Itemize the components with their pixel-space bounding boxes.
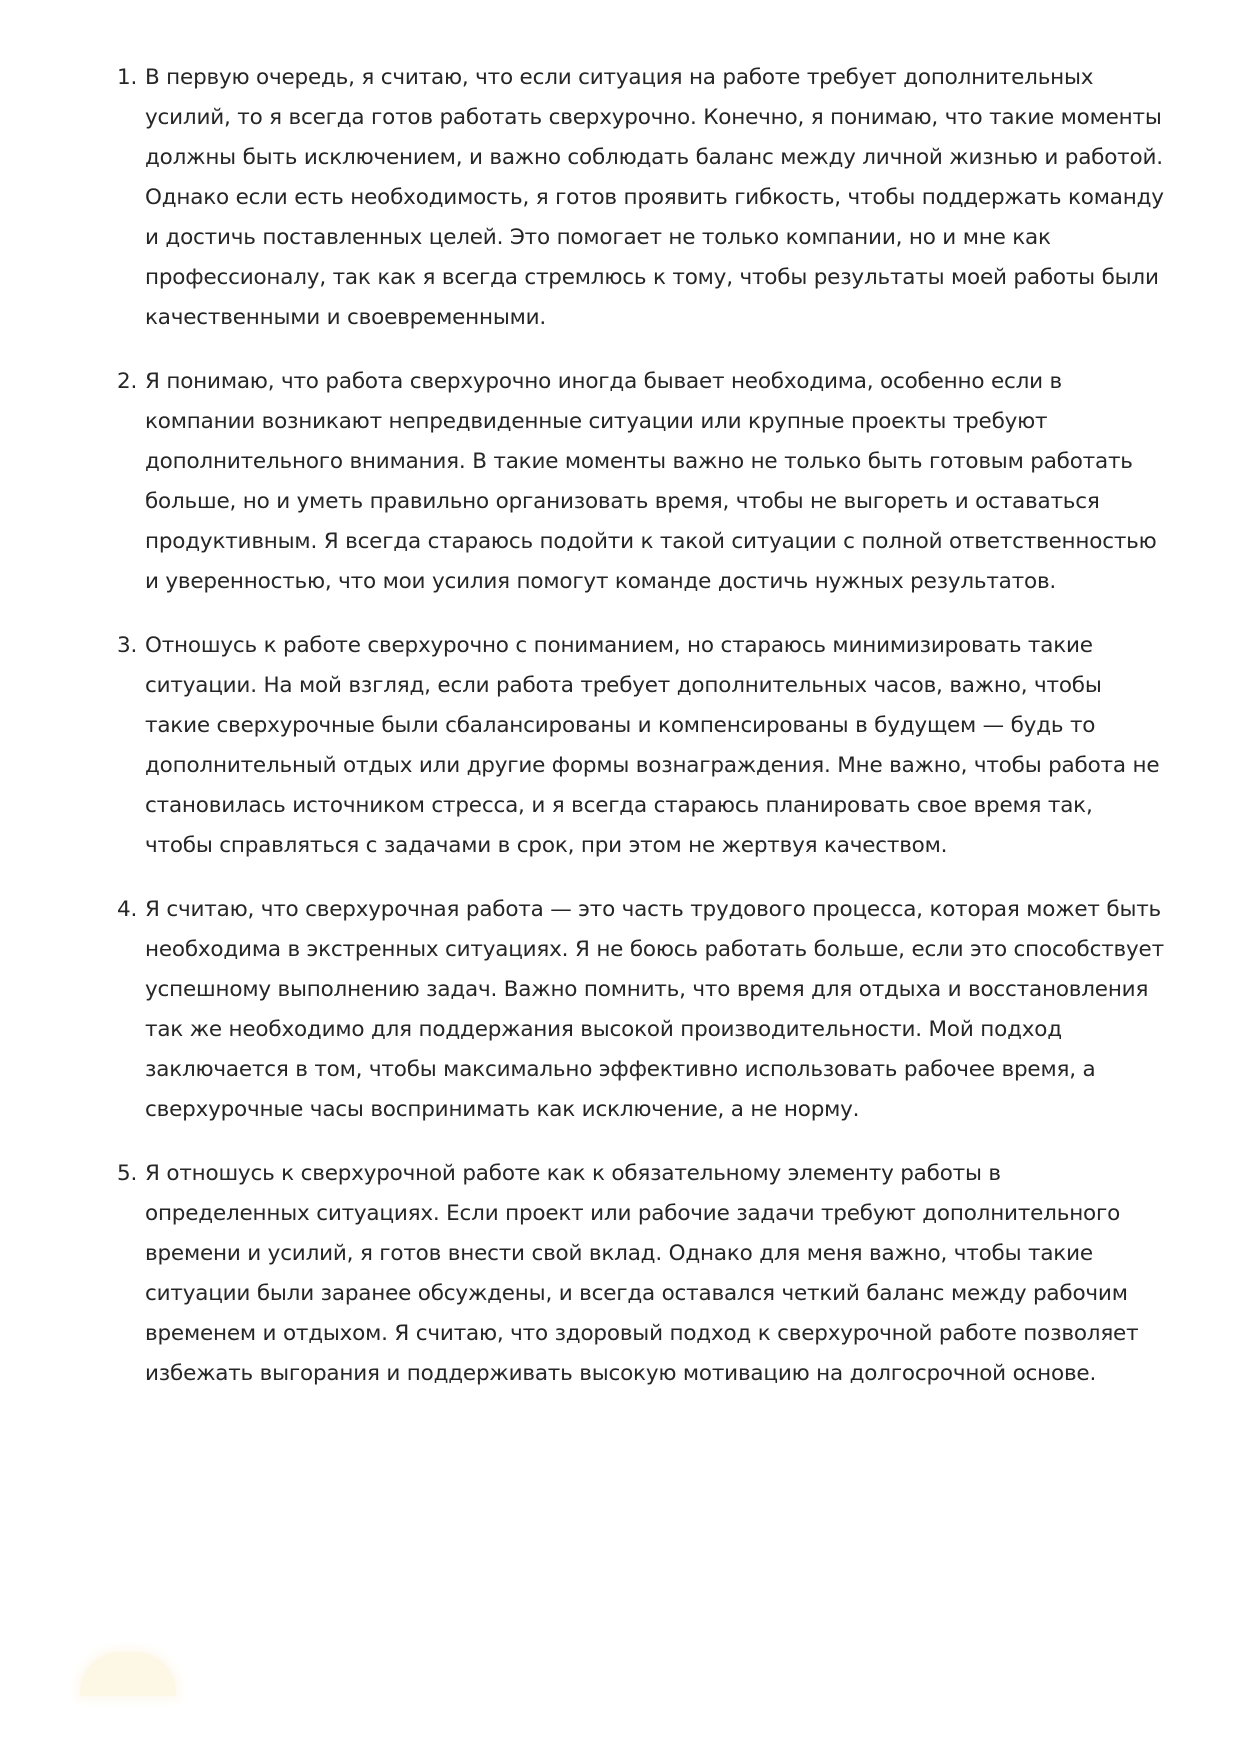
list-item xyxy=(117,1154,1165,1394)
item-text: Я считаю, что сверхурочная работа — это часть трудового процесса, которая может быть необходима в экстренных ситуациях. Я не боюсь работать больше, если это способствует успешному выполнению задач. Важно помнить, что время для отдыха и восстановления так же необходимо для поддержания высокой производительности. Мой подход заключается в том, чтобы максимально эффективно использовать рабочее время, а сверхурочные часы воспринимать как исключение, а не норму. xyxy=(145,897,1164,1122)
item-text: Я отношусь к сверхурочной работе как к обязательному элементу работы в определенных ситуациях. Если проект или рабочие задачи требуют дополнительного времени и усилий, я готов внести свой вклад. Однако для меня важно, чтобы такие ситуации были заранее обсуждены, и всегда оставался четкий баланс между рабочим временем и отдыхом. Я считаю, что здоровый подход к сверхурочной работе позволяет избежать выгорания и поддерживать высокую мотивацию на долгосрочной основе. xyxy=(145,1161,1139,1386)
item-text: Я понимаю, что работа сверхурочно иногда бывает необходима, особенно если в компании возникают непредвиденные ситуации или крупные проекты требуют дополнительного внимания. В такие моменты важно не только быть готовым работать больше, но и уметь правильно организовать время, чтобы не выгореть и оставаться продуктивным. Я всегда стараюсь подойти к такой ситуации с полной ответственностью и уверенностью, что мои усилия помогут команде достичь нужных результатов. xyxy=(145,369,1157,594)
answer-list xyxy=(117,58,1165,1418)
item-number: 2. xyxy=(117,369,138,394)
list-item xyxy=(117,362,1165,602)
list-item xyxy=(117,626,1165,866)
item-number: 3. xyxy=(117,633,138,658)
item-number: 4. xyxy=(117,897,138,922)
item-number: 5. xyxy=(117,1161,138,1186)
item-text: В первую очередь, я считаю, что если ситуация на работе требует дополнительных усилий, то я всегда готов работать сверхурочно. Конечно, я понимаю, что такие моменты должны быть исключением, и важно соблюдать баланс между личной жизнью и работой. Однако если есть необходимость, я готов проявить гибкость, чтобы поддержать команду и достичь поставленных целей. Это помогает не только компании, но и мне как профессионалу, так как я всегда стремлюсь к тому, чтобы результаты моей работы были качественными и своевременными. xyxy=(145,65,1164,330)
list-item xyxy=(117,58,1165,338)
list-item xyxy=(117,890,1165,1130)
item-text: Отношусь к работе сверхурочно с пониманием, но стараюсь минимизировать такие ситуации. На мой взгляд, если работа требует дополнительных часов, важно, чтобы такие сверхурочные были сбалансированы и компенсированы в будущем — будь то дополнительный отдых или другие формы вознаграждения. Мне важно, чтобы работа не становилась источником стресса, и я всегда стараюсь планировать свое время так, чтобы справляться с задачами в срок, при этом не жертвуя качеством. xyxy=(145,633,1160,858)
decorative-blob xyxy=(80,1652,176,1696)
item-number: 1. xyxy=(117,65,138,90)
